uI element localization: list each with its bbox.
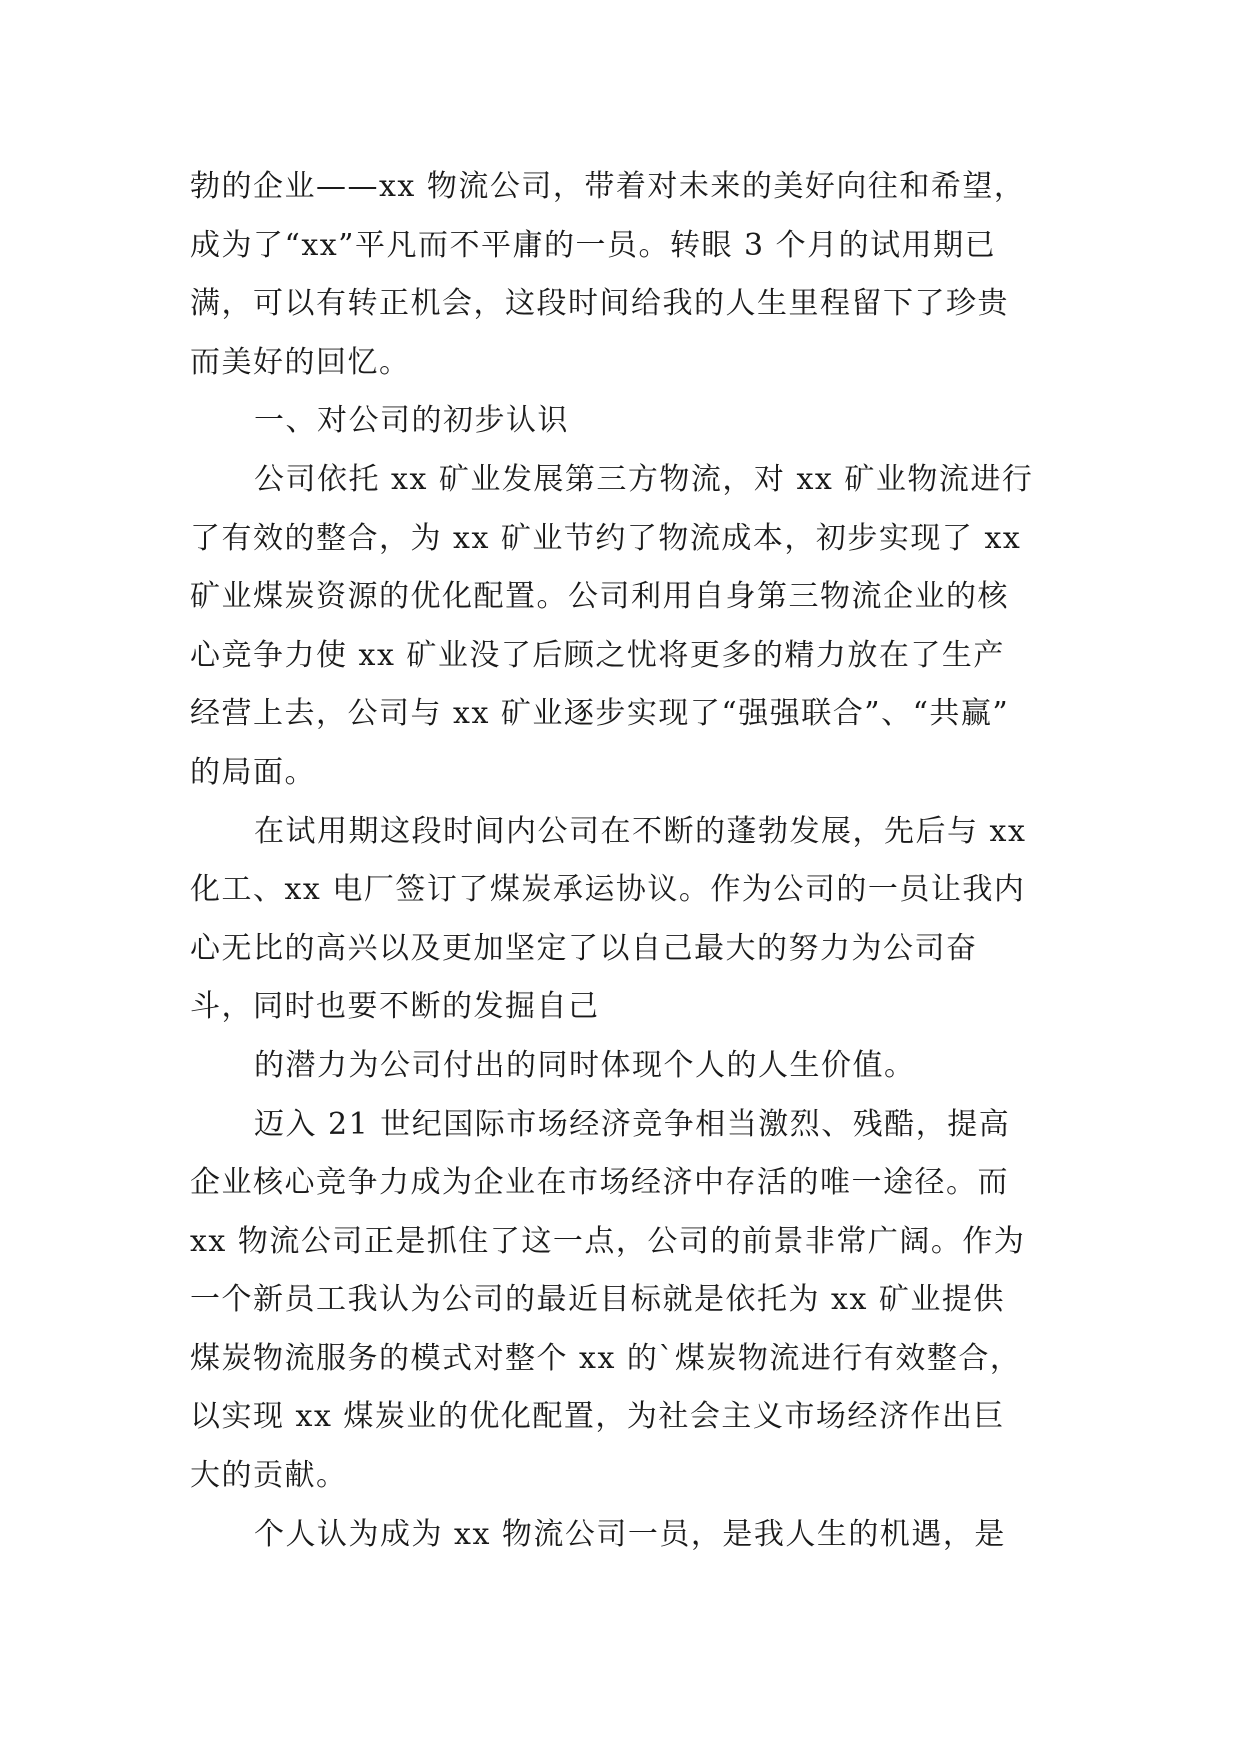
text-line: 经营上去，公司与 xx 矿业逐步实现了“强强联合”、“共赢” — [190, 696, 1010, 732]
text-line: 以实现 xx 煤炭业的优化配置，为社会主义市场经济作出巨 — [190, 1399, 1005, 1435]
text-line: xx 物流公司正是抓住了这一点，公司的前景非常广阔。作为 — [190, 1223, 1026, 1259]
text-line: 心无比的高兴以及更加坚定了以自己最大的努力为公司奋 — [190, 930, 978, 966]
text-line: 满，可以有转正机会，这段时间给我的人生里程留下了珍贵 — [190, 286, 1009, 322]
text-line: 一、对公司的初步认识 — [254, 403, 569, 439]
text-line: 煤炭物流服务的模式对整个 xx 的`煤炭物流进行有效整合， — [190, 1340, 1022, 1376]
text-line: 个人认为成为 xx 物流公司一员，是我人生的机遇，是 — [254, 1516, 1006, 1552]
text-line: 成为了“xx”平凡而不平庸的一员。转眼 3 个月的试用期已 — [190, 227, 997, 263]
text-line: 大的贡献。 — [190, 1458, 348, 1494]
text-line: 企业核心竞争力成为企业在市场经济中存活的唯一途径。而 — [190, 1165, 1009, 1201]
text-line: 迈入 21 世纪国际市场经济竞争相当激烈、残酷，提高 — [254, 1106, 1011, 1142]
text-line: 而美好的回忆。 — [190, 344, 411, 380]
text-line: 心竞争力使 xx 矿业没了后顾之忧将更多的精力放在了生产 — [190, 637, 1005, 673]
text-line: 在试用期这段时间内公司在不断的蓬勃发展，先后与 xx — [254, 813, 1027, 849]
body-text — [190, 158, 1050, 1564]
text-line: 勃的企业——xx 物流公司，带着对未来的美好向往和希望， — [190, 169, 1026, 204]
text-line: 公司依托 xx 矿业发展第三方物流，对 xx 矿业物流进行 — [254, 461, 1034, 497]
text-line: 化工、xx 电厂签订了煤炭承运协议。作为公司的一员让我内 — [190, 872, 1026, 908]
text-line: 一个新员工我认为公司的最近目标就是依托为 xx 矿业提供 — [190, 1282, 1005, 1318]
text-line: 矿业煤炭资源的优化配置。公司利用自身第三物流企业的核 — [190, 579, 1009, 615]
text-line: 斗，同时也要不断的发掘自己 — [190, 989, 600, 1025]
text-line: 了有效的整合，为 xx 矿业节约了物流成本，初步实现了 xx — [190, 520, 1022, 556]
text-line: 的潜力为公司付出的同时体现个人的人生价值。 — [254, 1047, 916, 1083]
text-line: 的局面。 — [190, 754, 316, 790]
